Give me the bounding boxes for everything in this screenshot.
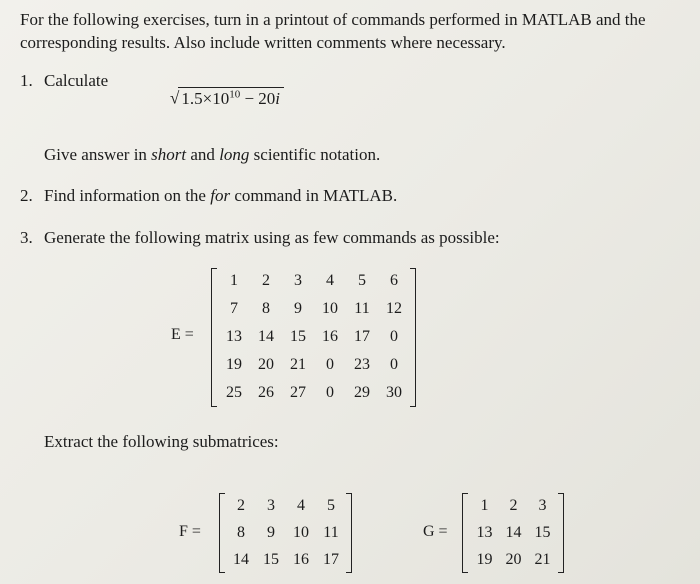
- matrix-cell: 9: [267, 524, 275, 541]
- matrix-f: [219, 493, 353, 575]
- matrix-cell: 4: [326, 272, 334, 289]
- matrix-e: [211, 268, 417, 408]
- matrix-e-label: E =: [171, 326, 194, 343]
- matrix-cell: 13: [476, 524, 493, 541]
- matrix-right-bracket: [410, 268, 416, 407]
- matrix-cell: 23: [354, 356, 370, 373]
- matrix-cell: 2: [262, 272, 270, 289]
- matrix-f-label: F =: [179, 523, 201, 540]
- matrix-cell: 4: [297, 497, 305, 514]
- matrix-cell: 14: [233, 551, 249, 568]
- matrix-cell: 5: [327, 497, 335, 514]
- matrix-cell: 3: [294, 272, 302, 289]
- matrix-cell: 1: [480, 497, 489, 514]
- matrix-cell: 10: [293, 524, 309, 541]
- matrix-cell: 21: [534, 551, 551, 568]
- matrix-cell: 13: [226, 328, 242, 345]
- q1-number: 1.: [20, 71, 33, 90]
- matrix-cell: 11: [354, 300, 370, 317]
- matrix-left-bracket: [211, 268, 217, 407]
- matrix-cell: 0: [326, 356, 334, 373]
- matrix-right-bracket: [558, 493, 564, 573]
- matrix-cell: 17: [323, 551, 339, 568]
- matrix-g: [462, 493, 564, 575]
- matrix-cell: 10: [322, 300, 338, 317]
- sqrt-sign: √: [170, 88, 180, 108]
- matrix-cell: 3: [267, 497, 275, 514]
- matrix-cell: 27: [290, 384, 306, 401]
- matrix-cell: 20: [505, 551, 522, 568]
- matrix-cell: 0: [326, 384, 334, 401]
- matrix-cell: 8: [237, 524, 245, 541]
- intro-text: For the following exercises, turn in a printout of commands performed in MATLAB and the corresponding results. Also include written comments where necessary.: [20, 10, 646, 52]
- matrix-cell: 15: [263, 551, 279, 568]
- matrix-left-bracket: [462, 493, 468, 573]
- q3-extract-text: Extract the following submatrices:: [44, 432, 279, 451]
- sqrt-expression: [170, 88, 284, 109]
- matrix-cell: 14: [505, 524, 522, 541]
- matrix-cell: 30: [386, 384, 402, 401]
- matrix-right-bracket: [346, 493, 352, 573]
- matrix-cell: 16: [322, 328, 338, 345]
- matrix-cell: 25: [226, 384, 242, 401]
- matrix-cell: 2: [237, 497, 245, 514]
- matrix-cell: 17: [354, 328, 370, 345]
- matrix-cell: 8: [262, 300, 270, 317]
- matrix-cell: 6: [390, 272, 398, 289]
- matrix-left-bracket: [219, 493, 225, 573]
- matrix-cell: 0: [390, 328, 398, 345]
- matrix-cell: 29: [354, 384, 370, 401]
- matrix-cell: 0: [390, 356, 398, 373]
- matrix-cell: 15: [534, 524, 551, 541]
- matrix-cell: 15: [290, 328, 306, 345]
- matrix-cell: 14: [258, 328, 274, 345]
- matrix-cell: 1: [230, 272, 238, 289]
- matrix-cell: 11: [323, 524, 339, 541]
- q3-text: Generate the following matrix using as few commands as possible:: [44, 228, 500, 247]
- q2-text: Find information on the for command in MATLAB.: [44, 186, 398, 205]
- matrix-g-label: G =: [423, 523, 448, 540]
- matrix-cell: 19: [476, 551, 493, 568]
- exponent: 10: [229, 88, 241, 100]
- matrix-cell: 5: [358, 272, 366, 289]
- matrix-cell: 9: [294, 300, 302, 317]
- matrix-cell: 20: [258, 356, 274, 373]
- matrix-cell: 26: [258, 384, 274, 401]
- radicand: $1.5\times 10^{10} - 20i$: [178, 87, 284, 108]
- q2-number: 2.: [20, 186, 33, 205]
- q3-number: 3.: [20, 228, 33, 247]
- matrix-cell: 16: [293, 551, 309, 568]
- q1-answer-instruction: Give answer in short and long scientific notation.: [44, 145, 381, 164]
- matrix-cell: 2: [509, 497, 518, 514]
- matrix-cell: 19: [226, 356, 242, 373]
- matrix-cell: 21: [290, 356, 306, 373]
- matrix-cell: 7: [230, 300, 238, 317]
- matrix-cell: 12: [386, 300, 402, 317]
- matrix-cell: 3: [538, 497, 547, 514]
- q1-title: Calculate: [44, 71, 109, 90]
